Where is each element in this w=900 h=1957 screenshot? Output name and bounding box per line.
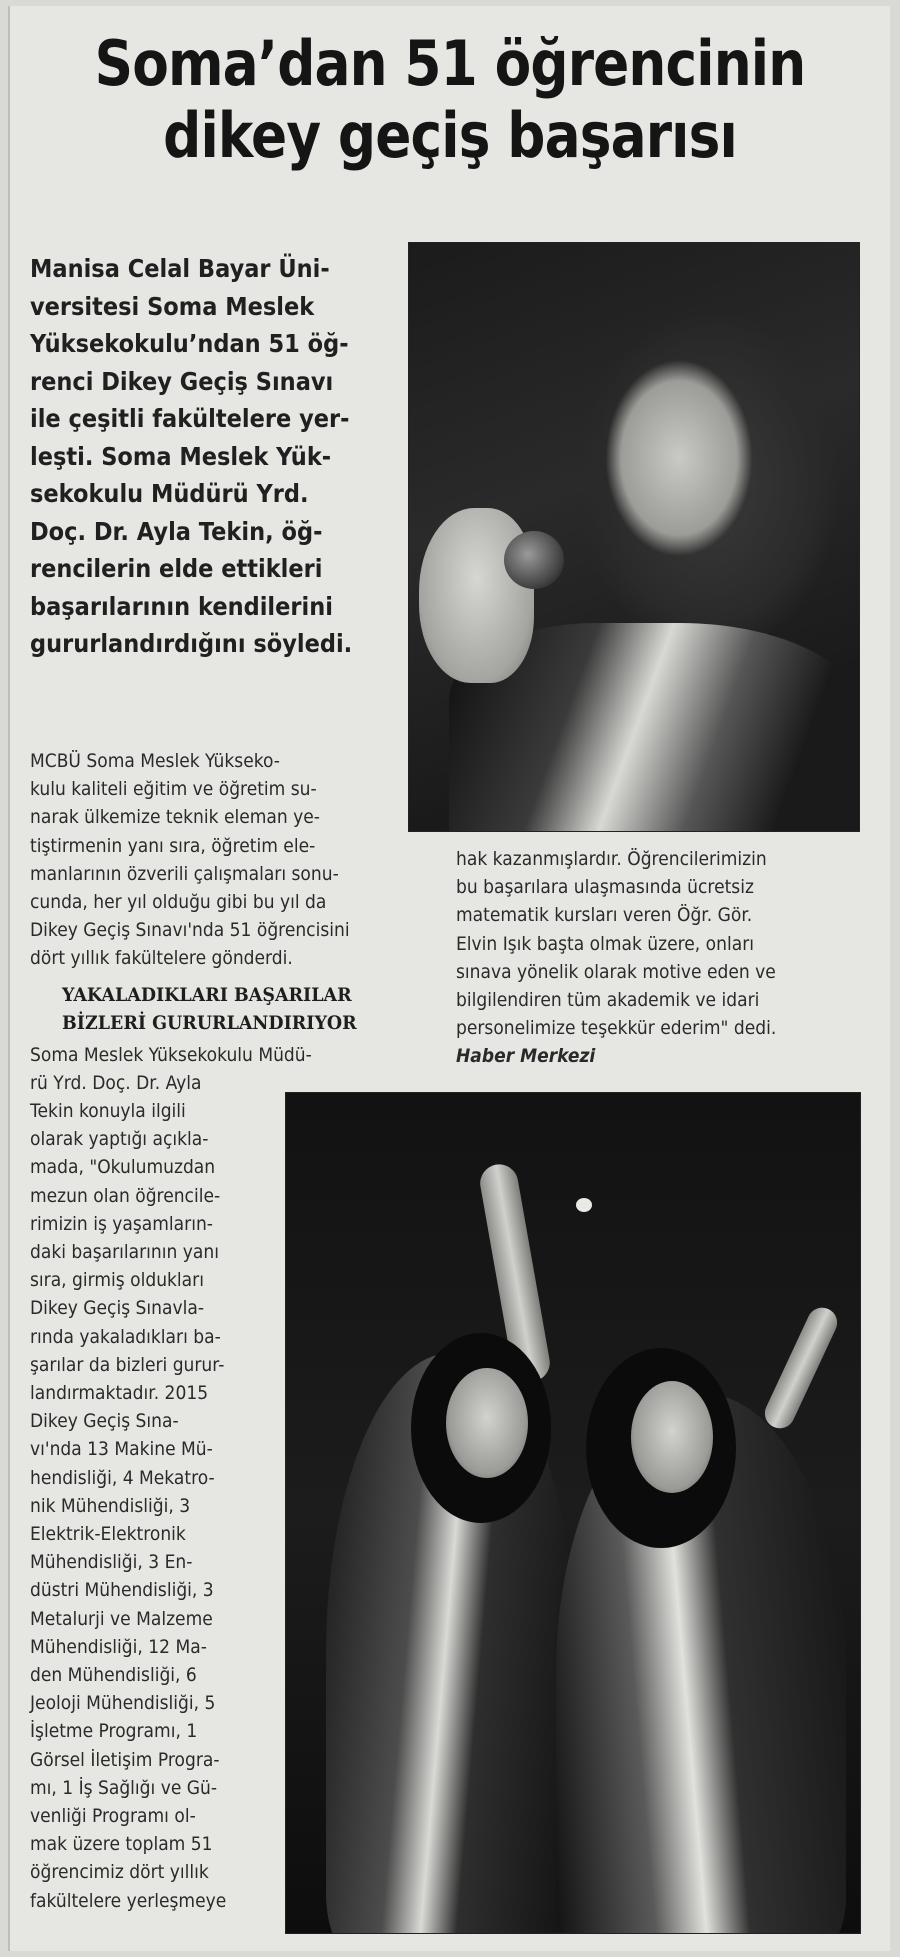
body-line: Dikey Geçiş Sına- [30, 1410, 179, 1433]
body-line: tiştirmenin yanı sıra, öğretim ele- [30, 834, 316, 857]
body-line: Görsel İletişim Progra- [30, 1748, 220, 1771]
graduates-photo [285, 1092, 861, 1934]
body-line: Elektrik-Elektronik [30, 1523, 186, 1546]
photo-hand-shape [419, 508, 534, 683]
body-line: MCBÜ Soma Meslek Yükseko- [30, 750, 280, 772]
lede-line: rencilerin elde ettikleri [30, 554, 323, 583]
byline-text: Haber Merkezi [456, 1045, 596, 1067]
photo-face [631, 1381, 713, 1493]
body-line: mı, 1 İş Sağlığı ve Gü- [30, 1776, 218, 1799]
speaker-photo [408, 242, 860, 832]
article-byline [456, 1042, 611, 1070]
body-line: Mühendisliği, 12 Ma- [30, 1635, 207, 1658]
body-line: İşletme Programı, 1 [30, 1720, 198, 1743]
body-line: venliği Programı ol- [30, 1805, 196, 1828]
body-line: rında yakaladıkları ba- [30, 1325, 221, 1348]
body-line: rü Yrd. Doç. Dr. Ayla [30, 1072, 202, 1095]
lede-line: Yüksekokulu’ndan 51 öğ- [30, 329, 349, 358]
body-line: fakültelere yerleşmeye [30, 1889, 227, 1912]
body-line: Dikey Geçiş Sınavı'nda 51 öğrencisini [30, 919, 350, 942]
body-line: bilgilendiren tüm akademik ve idari [456, 989, 760, 1012]
article-headline [80, 28, 820, 172]
article-column-1 [30, 747, 440, 973]
lede-line: Manisa Celal Bayar Üni- [30, 254, 330, 283]
body-line: personelimize teşekkür ederim" dedi. [456, 1017, 777, 1040]
body-line: Jeoloji Mühendisliği, 5 [30, 1692, 216, 1715]
body-line: hendisliği, 4 Mekatro- [30, 1466, 215, 1489]
body-line: Dikey Geçiş Sınavla- [30, 1297, 205, 1320]
lede-line: gururlandırdığını söyledi. [30, 629, 353, 658]
body-line: kulu kaliteli eğitim ve öğretim su- [30, 778, 317, 801]
body-line: daki başarılarının yanı [30, 1241, 219, 1264]
body-line: şarılar da bizleri gurur- [30, 1353, 225, 1376]
lede-line: sekokulu Müdürü Yrd. [30, 479, 309, 508]
body-line: den Mühendisliği, 6 [30, 1664, 197, 1687]
body-line: öğrencimiz dört yıllık [30, 1861, 209, 1884]
article-subheading [62, 981, 382, 1037]
body-line: rimizin iş yaşamların- [30, 1212, 213, 1235]
body-line: Metalurji ve Malzeme [30, 1607, 213, 1630]
microphone-icon [504, 531, 564, 589]
body-line: Mühendisliği, 3 En- [30, 1551, 193, 1574]
body-line: sınava yönelik olarak motive eden ve [456, 960, 776, 983]
body-line: vı'nda 13 Makine Mü- [30, 1438, 213, 1461]
body-line: sıra, girmiş oldukları [30, 1269, 204, 1292]
lede-line: başarılarının kendilerini [30, 591, 333, 621]
body-line: dört yıllık fakültelere gönderdi. [30, 947, 293, 970]
article-column-1-continued [30, 1041, 343, 1097]
lede-line: ile çeşitli fakültelere yer- [30, 404, 350, 433]
body-line: matematik kursları veren Öğr. Gör. [456, 904, 753, 927]
body-line: mezun olan öğrencile- [30, 1184, 221, 1207]
lede-line: leşti. Soma Meslek Yük- [30, 441, 332, 471]
body-line: mada, "Okulumuzdan [30, 1156, 216, 1179]
body-line: manlarının özverili çalışmaları sonu- [30, 862, 339, 885]
lede-line: renci Dikey Geçiş Sınavı [30, 366, 334, 396]
lede-line: versitesi Soma Meslek [30, 291, 315, 321]
body-line: hak kazanmışlardır. Öğrencilerimizin [456, 848, 767, 870]
body-line: Elvin Işık başta olmak üzere, onları [456, 932, 754, 955]
headline-line-2: dikey geçiş başarısı [163, 99, 737, 172]
body-line: cunda, her yıl olduğu gibi bu yıl da [30, 891, 327, 914]
body-line: Tekin konuyla ilgili [30, 1100, 186, 1122]
body-line: Soma Meslek Yüksekokulu Müdü- [30, 1044, 312, 1066]
body-line: nik Mühendisliği, 3 [30, 1494, 191, 1517]
article-column-2 [456, 845, 856, 1042]
headline-line-1: Soma’dan 51 öğrencinin [94, 27, 806, 100]
lede-line: Doç. Dr. Ayla Tekin, öğ- [30, 516, 323, 546]
body-line: narak ülkemize teknik eleman ye- [30, 806, 320, 829]
body-line: olarak yaptığı açıkla- [30, 1128, 209, 1151]
article-column-3 [30, 1097, 285, 1915]
body-line: landırmaktadır. 2015 [30, 1382, 209, 1405]
article-lede [30, 250, 382, 663]
body-line: bu başarılara ulaşmasında ücretsiz [456, 876, 754, 899]
photo-light-spot [576, 1198, 592, 1212]
body-line: mak üzere toplam 51 [30, 1833, 213, 1856]
subhead-line: BİZLERİ GURURLANDIRIYOR [62, 1012, 357, 1034]
body-line: düstri Mühendisliği, 3 [30, 1579, 214, 1602]
photo-raised-arm [760, 1303, 842, 1433]
subhead-line: YAKALADIKLARI BAŞARILAR [62, 984, 352, 1006]
photo-face [446, 1368, 528, 1478]
